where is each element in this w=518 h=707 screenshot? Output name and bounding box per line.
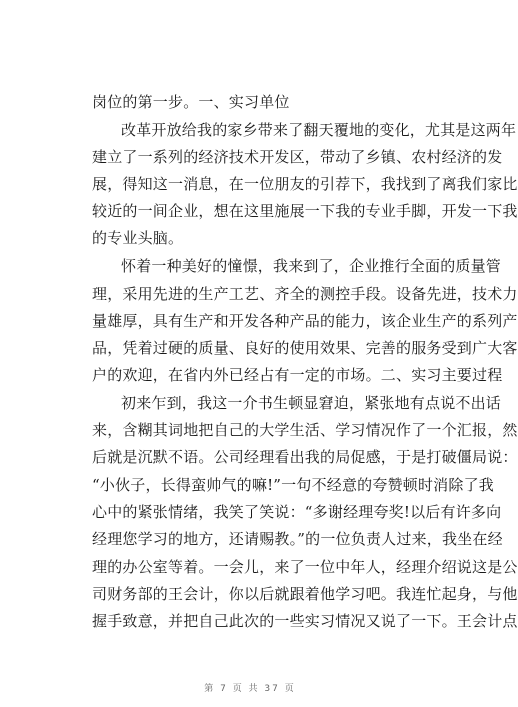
text-line: 品，凭着过硬的质量、良好的使用效果、完善的服务受到广大客 bbox=[92, 339, 518, 357]
text-line: 后就是沉默不语。公司经理看出我的局促感，于是打破僵局说： bbox=[92, 448, 518, 466]
text-line: 来，含糊其词地把自己的大学生活、学习情况作了一个汇报，然 bbox=[92, 421, 518, 439]
text-line: 握手致意，并把自己此次的一些实习情况又说了一下。王会计点 bbox=[92, 612, 518, 630]
paragraph-first-line: 初来乍到，我这一介书生顿显窘迫，紧张地有点说不出话 bbox=[121, 394, 502, 412]
text-line: 理，采用先进的生产工艺、齐全的测控手段。设备先进，技术力 bbox=[92, 285, 518, 303]
text-line: 经理您学习的地方，还请赐教。”的一位负责人过来，我坐在经 bbox=[92, 530, 503, 548]
paragraph-first-line: 怀着一种美好的憧憬，我来到了，企业推行全面的质量管 bbox=[121, 257, 502, 275]
text-line: 司财务部的王会计，你以后就跟着他学习吧。我连忙起身，与他 bbox=[92, 585, 518, 603]
paragraph-first-line: 改革开放给我的家乡带来了翻天覆地的变化，尤其是这两年 bbox=[121, 121, 517, 139]
text-line: 较近的一间企业，想在这里施展一下我的专业手脚，开发一下我 bbox=[92, 202, 518, 220]
text-line: “小伙子，长得蛮帅气的嘛!”一句不经意的夸赞顿时消除了我 bbox=[92, 476, 494, 494]
text-line: 理的办公室等着。一会儿，来了一位中年人，经理介绍说这是公 bbox=[92, 558, 518, 576]
page-number-footer: 第 7 页 共 37 页 bbox=[204, 684, 296, 694]
text-line: 户的欢迎，在省内外已经占有一定的市场。二、实习主要过程 bbox=[92, 366, 503, 384]
text-line: 岗位的第一步。一、实习单位 bbox=[92, 93, 290, 111]
text-line: 建立了一系列的经济技术开发区，带动了乡镇、农村经济的发 bbox=[92, 148, 503, 166]
text-line: 展，得知这一消息，在一位朋友的引荐下，我找到了离我们家比 bbox=[92, 175, 518, 193]
text-line: 心中的紧张情绪，我笑了笑说：“多谢经理夸奖!以后有许多向 bbox=[92, 503, 502, 521]
text-line: 的专业头脑。 bbox=[92, 229, 184, 247]
text-line: 量雄厚，具有生产和开发各种产品的能力，该企业生产的系列产 bbox=[92, 312, 518, 330]
